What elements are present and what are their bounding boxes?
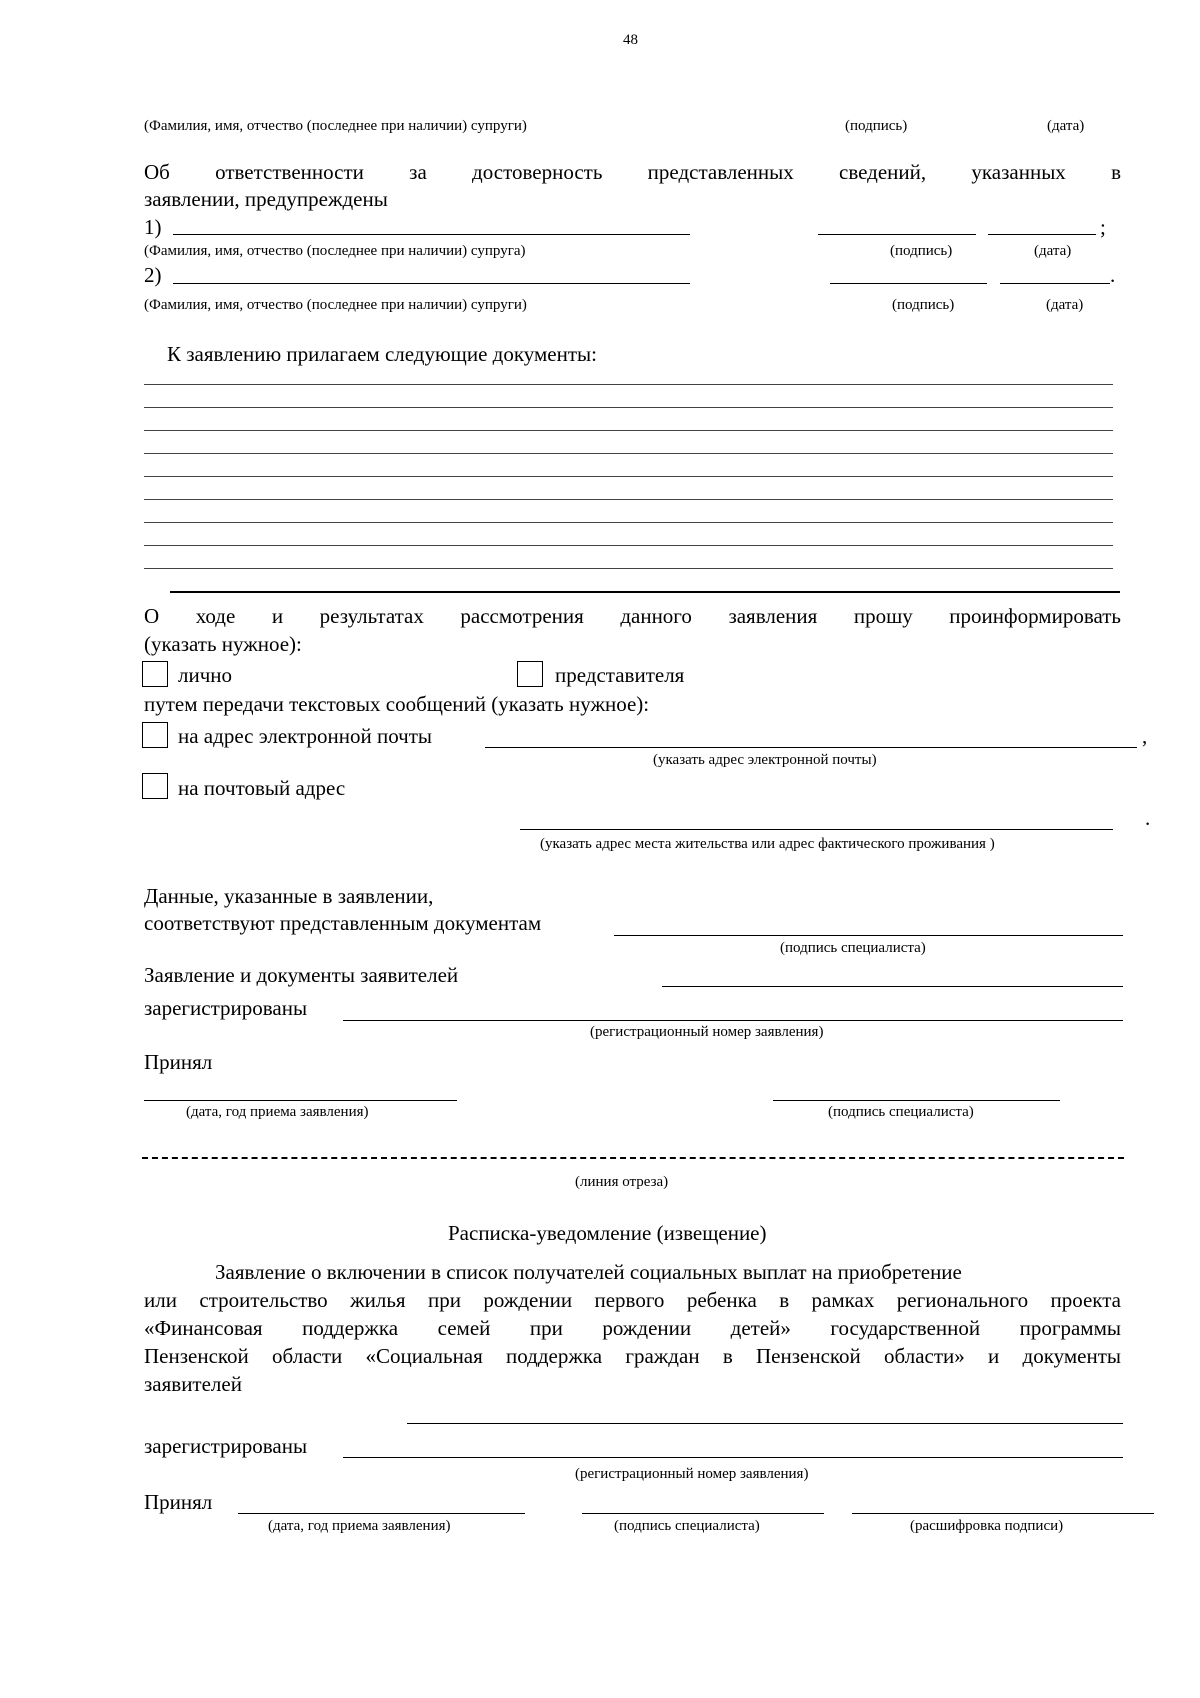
spouse-female-caption: (Фамилия, имя, отчество (последнее при наличии) супруги) <box>144 118 527 134</box>
specialist-sig-caption: (подпись специалиста) <box>780 940 926 956</box>
registration-number-field[interactable] <box>343 1020 1123 1021</box>
email-checkbox[interactable] <box>142 722 168 748</box>
attachment-line-6[interactable] <box>144 499 1113 500</box>
responsibility-line-1: Об ответственности за достоверность представленных сведений, указанных в <box>144 160 1121 184</box>
item2-name-caption: (Фамилия, имя, отчество (последнее при наличии) супруги) <box>144 297 527 313</box>
email-end: , <box>1142 724 1148 748</box>
registered-line-2: зарегистрированы <box>144 996 308 1020</box>
personally-label: лично <box>178 663 233 687</box>
postal-address-field[interactable] <box>520 829 1113 830</box>
receipt-paragraph-line-4: Пензенской области «Социальная поддержка граждан в Пензенской области» и документы <box>144 1344 1121 1368</box>
item2-sig-caption: (подпись) <box>892 297 955 313</box>
accept-date-caption: (дата, год приема заявления) <box>186 1104 369 1120</box>
receipt-date-field[interactable] <box>238 1513 525 1514</box>
verification-line-1: Данные, указанные в заявлении, <box>144 884 434 908</box>
accept-sig-caption: (подпись специалиста) <box>828 1104 974 1120</box>
representative-label: представителя <box>555 663 685 687</box>
item1-signature-field[interactable] <box>818 234 976 235</box>
item1-end: ; <box>1100 215 1106 239</box>
specialist-signature-field[interactable] <box>614 935 1123 936</box>
email-field[interactable] <box>485 747 1137 748</box>
postal-caption: (указать адрес места жительства или адрес фактического проживания ) <box>540 836 995 852</box>
reg-number-caption: (регистрационный номер заявления) <box>590 1024 824 1040</box>
postal-end: . <box>1145 806 1151 830</box>
attachment-line-8[interactable] <box>144 545 1113 546</box>
attachment-line-4[interactable] <box>144 453 1113 454</box>
representative-checkbox[interactable] <box>517 661 543 687</box>
attachment-line-3[interactable] <box>144 430 1113 431</box>
receipt-date-caption: (дата, год приема заявления) <box>268 1518 451 1534</box>
registered-field-top[interactable] <box>662 986 1123 987</box>
via-text-label: путем передачи текстовых сообщений (указать нужное): <box>144 692 650 716</box>
inform-line-1: О ходе и результатах рассмотрения данного заявления прошу проинформировать <box>144 604 1121 628</box>
receipt-decode-field[interactable] <box>852 1513 1154 1514</box>
item1-date-field[interactable] <box>988 234 1096 235</box>
cut-line <box>142 1157 1124 1159</box>
receipt-signature-field[interactable] <box>582 1513 824 1514</box>
item1-name-field[interactable] <box>173 234 690 235</box>
receipt-registration-number-field[interactable] <box>343 1457 1123 1458</box>
receipt-paragraph-line-5: заявителей <box>144 1372 242 1396</box>
registered-line-1: Заявление и документы заявителей <box>144 963 459 987</box>
attachments-bottom-rule <box>170 591 1120 593</box>
attachment-line-1[interactable] <box>144 384 1113 385</box>
item2-date-caption: (дата) <box>1046 297 1084 313</box>
attachment-line-2[interactable] <box>144 407 1113 408</box>
receipt-paragraph-line-3: «Финансовая поддержка семей при рождении детей» государственной программы <box>144 1316 1121 1340</box>
attachment-line-7[interactable] <box>144 522 1113 523</box>
receipt-decode-caption: (расшифровка подписи) <box>910 1518 1064 1534</box>
email-caption: (указать адрес электронной почты) <box>653 752 877 768</box>
item2-signature-field[interactable] <box>830 283 987 284</box>
cut-line-caption: (линия отреза) <box>575 1174 669 1190</box>
accept-date-field[interactable] <box>144 1100 457 1101</box>
verification-line-2: соответствуют представленным документам <box>144 911 542 935</box>
email-label: на адрес электронной почты <box>178 724 433 748</box>
item2-name-field[interactable] <box>173 283 690 284</box>
item2-number: 2) <box>144 263 162 287</box>
personally-checkbox[interactable] <box>142 661 168 687</box>
accepted-label: Принял <box>144 1050 213 1074</box>
receipt-registered-label: зарегистрированы <box>144 1434 308 1458</box>
accept-signature-field[interactable] <box>773 1100 1060 1101</box>
item1-date-caption: (дата) <box>1034 243 1072 259</box>
signature-caption: (подпись) <box>845 118 908 134</box>
item1-name-caption: (Фамилия, имя, отчество (последнее при наличии) супруга) <box>144 243 526 259</box>
attachment-line-9[interactable] <box>144 568 1113 569</box>
attachments-heading: К заявлению прилагаем следующие документы: <box>167 342 597 366</box>
receipt-paragraph-line-2: или строительство жилья при рождении первого ребенка в рамках регионального проекта <box>144 1288 1121 1312</box>
receipt-sig-caption: (подпись специалиста) <box>614 1518 760 1534</box>
item2-end: . <box>1110 263 1116 287</box>
inform-line-2: (указать нужное): <box>144 632 302 656</box>
page-number: 48 <box>623 32 638 48</box>
receipt-field-top[interactable] <box>407 1423 1123 1424</box>
item1-number: 1) <box>144 215 162 239</box>
postal-label: на почтовый адрес <box>178 776 346 800</box>
receipt-reg-number-caption: (регистрационный номер заявления) <box>575 1466 809 1482</box>
item1-sig-caption: (подпись) <box>890 243 953 259</box>
receipt-title: Расписка-уведомление (извещение) <box>448 1221 767 1245</box>
receipt-accepted-label: Принял <box>144 1490 213 1514</box>
date-caption: (дата) <box>1047 118 1085 134</box>
attachment-line-5[interactable] <box>144 476 1113 477</box>
postal-checkbox[interactable] <box>142 773 168 799</box>
responsibility-line-2: заявлении, предупреждены <box>144 187 388 211</box>
item2-date-field[interactable] <box>1000 283 1110 284</box>
receipt-paragraph-line-1: Заявление о включении в список получателей социальных выплат на приобретение <box>215 1260 962 1284</box>
